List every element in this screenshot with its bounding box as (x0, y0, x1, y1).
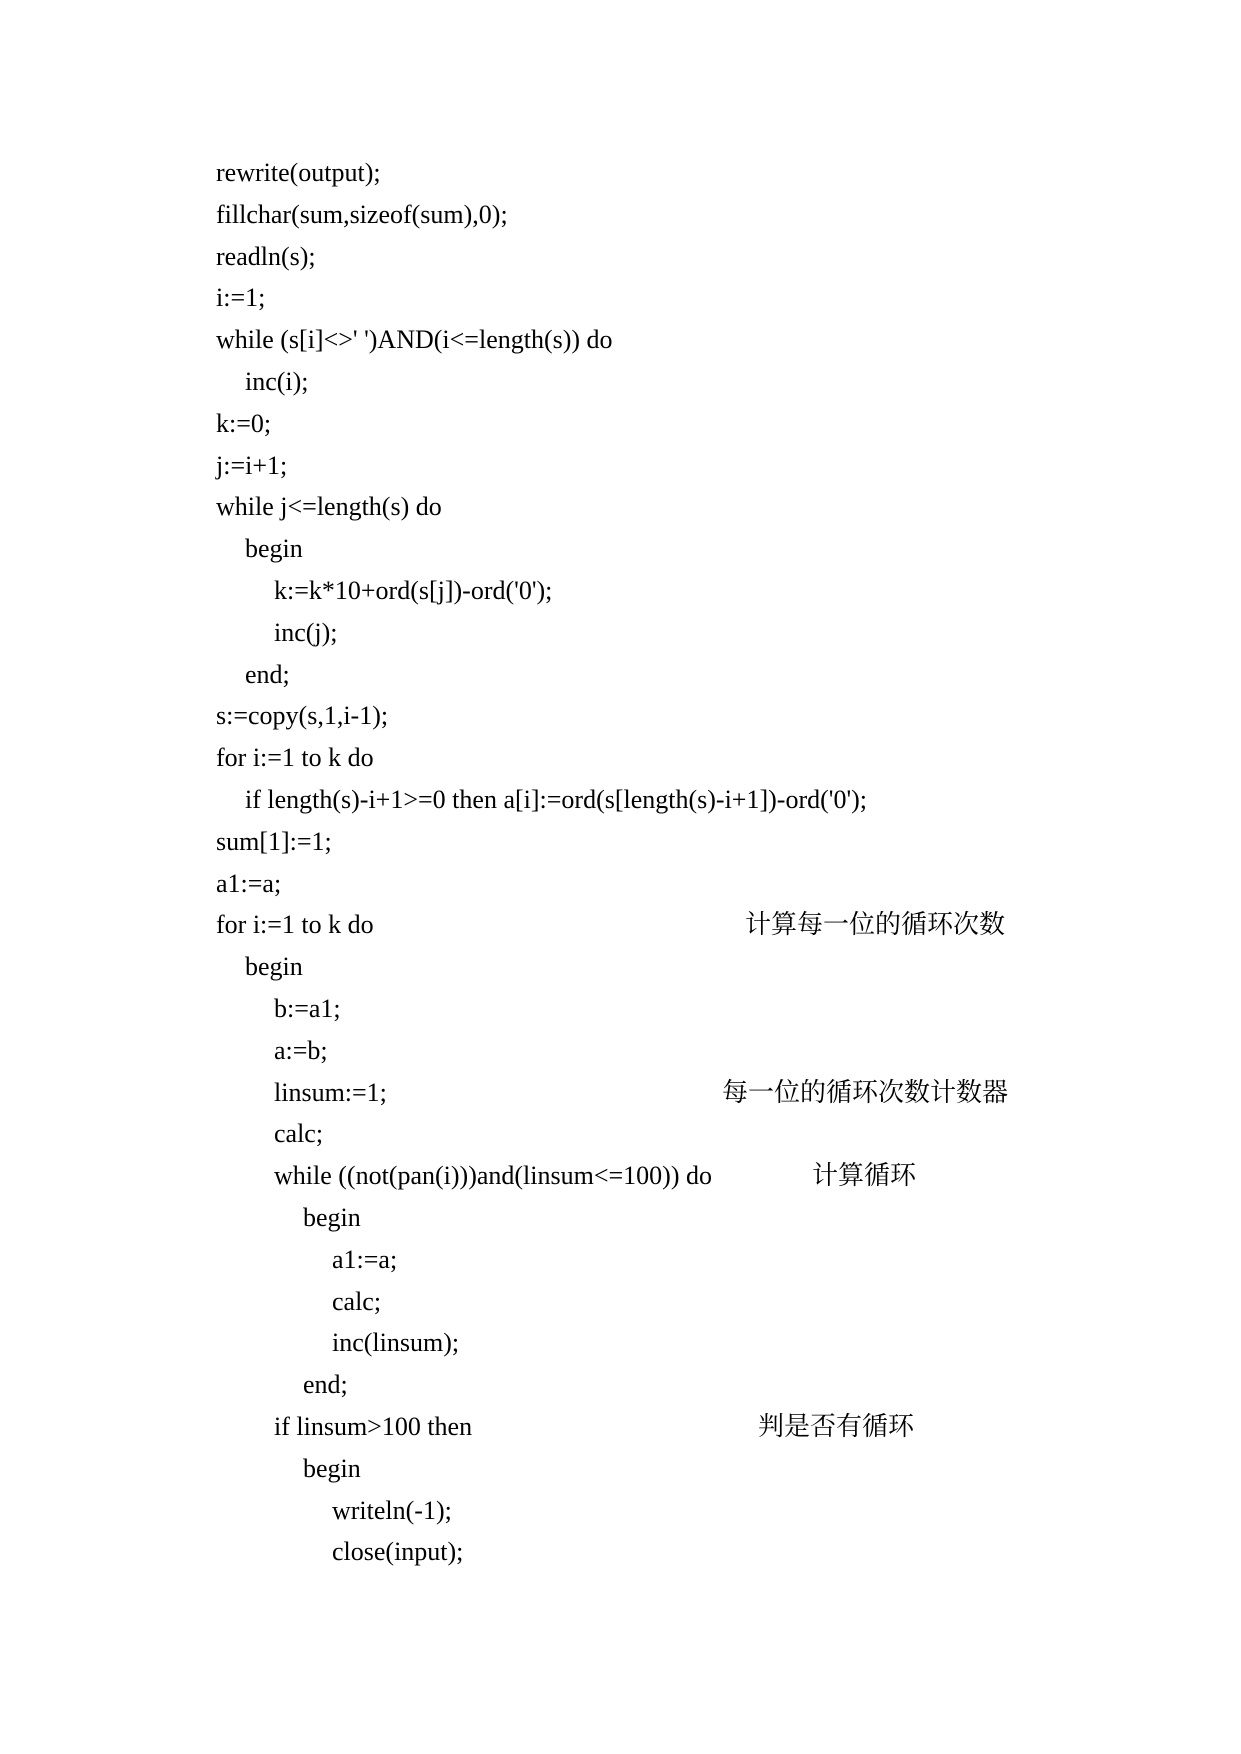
code-text: begin (303, 1203, 361, 1232)
code-line (216, 904, 1006, 946)
code-text: inc(j); (274, 617, 338, 647)
code-text: a:=b; (274, 1035, 328, 1065)
code-text: sum[1]:=1; (216, 826, 332, 856)
code-line (216, 236, 316, 278)
code-text: end; (245, 659, 290, 689)
code-text: for i:=1 to k do (216, 910, 374, 940)
code-line (245, 779, 867, 821)
code-text: while j<=length(s) do (216, 492, 442, 522)
code-line (274, 988, 341, 1030)
code-line (274, 1030, 328, 1072)
code-line (274, 1113, 323, 1155)
code-line (216, 821, 332, 863)
code-text: begin (245, 952, 303, 982)
code-text: writeln(-1); (332, 1495, 452, 1525)
code-text: inc(i); (245, 367, 309, 396)
code-line (332, 1239, 397, 1281)
code-text: a1:=a; (332, 1244, 398, 1274)
code-line (216, 737, 374, 779)
code-line (274, 1072, 1009, 1114)
code-text: calc; (274, 1119, 324, 1149)
code-line (216, 277, 265, 319)
code-text: for i:=1 to k do (216, 743, 374, 773)
code-line (216, 152, 381, 194)
code-line (216, 403, 271, 445)
code-line (332, 1490, 452, 1532)
code-line (332, 1322, 459, 1364)
code-text: s:=copy(s,1,i-1); (216, 701, 389, 731)
code-line (332, 1281, 381, 1323)
code-line (274, 1406, 915, 1448)
code-text: readln(s); (216, 241, 316, 271)
code-comment: 计算循环 (812, 1161, 917, 1192)
code-line (216, 194, 508, 236)
code-line (216, 863, 281, 905)
code-text: rewrite(output); (216, 158, 381, 187)
code-text: k:=k*10+ord(s[j])-ord('0'); (274, 576, 553, 605)
code-text: if linsum>100 then (274, 1412, 473, 1441)
code-text: i:=1; (216, 283, 266, 313)
code-line (303, 1448, 361, 1490)
code-line (274, 1155, 917, 1197)
code-comment: 判是否有循环 (758, 1412, 915, 1442)
code-line (216, 319, 613, 361)
code-text: fillchar(sum,sizeof(sum),0); (216, 199, 508, 229)
code-text: while ((not(pan(i)))and(linsum<=100)) do (274, 1161, 712, 1191)
code-text: linsum:=1; (274, 1077, 387, 1107)
code-text: j:=i+1; (216, 450, 288, 480)
code-line (216, 445, 287, 487)
code-line (245, 654, 290, 696)
code-text: if length(s)-i+1>=0 then a[i]:=ord(s[length(s)-i+1])-ord('0'); (245, 785, 868, 814)
code-text: while (s[i]<>' ')AND(i<=length(s)) do (216, 325, 613, 355)
code-comment: 计算每一位的循环次数 (745, 910, 1006, 941)
code-line (303, 1364, 348, 1406)
code-text: k:=0; (216, 408, 272, 438)
code-text: inc(linsum); (332, 1328, 460, 1358)
code-line (245, 361, 309, 403)
code-line (216, 695, 388, 737)
code-line (274, 612, 338, 654)
code-line (245, 528, 303, 570)
code-line (274, 570, 552, 612)
code-comment: 每一位的循环次数计数器 (722, 1077, 1009, 1108)
code-text: calc; (332, 1286, 382, 1316)
code-text: begin (245, 534, 303, 564)
code-text: end; (303, 1370, 348, 1400)
code-line (303, 1197, 361, 1239)
code-text: b:=a1; (274, 994, 341, 1023)
code-line (245, 946, 303, 988)
code-text: close(input); (332, 1537, 464, 1567)
code-line (332, 1531, 463, 1573)
code-text: a1:=a; (216, 868, 282, 898)
code-line (216, 486, 442, 528)
code-text: begin (303, 1453, 361, 1483)
